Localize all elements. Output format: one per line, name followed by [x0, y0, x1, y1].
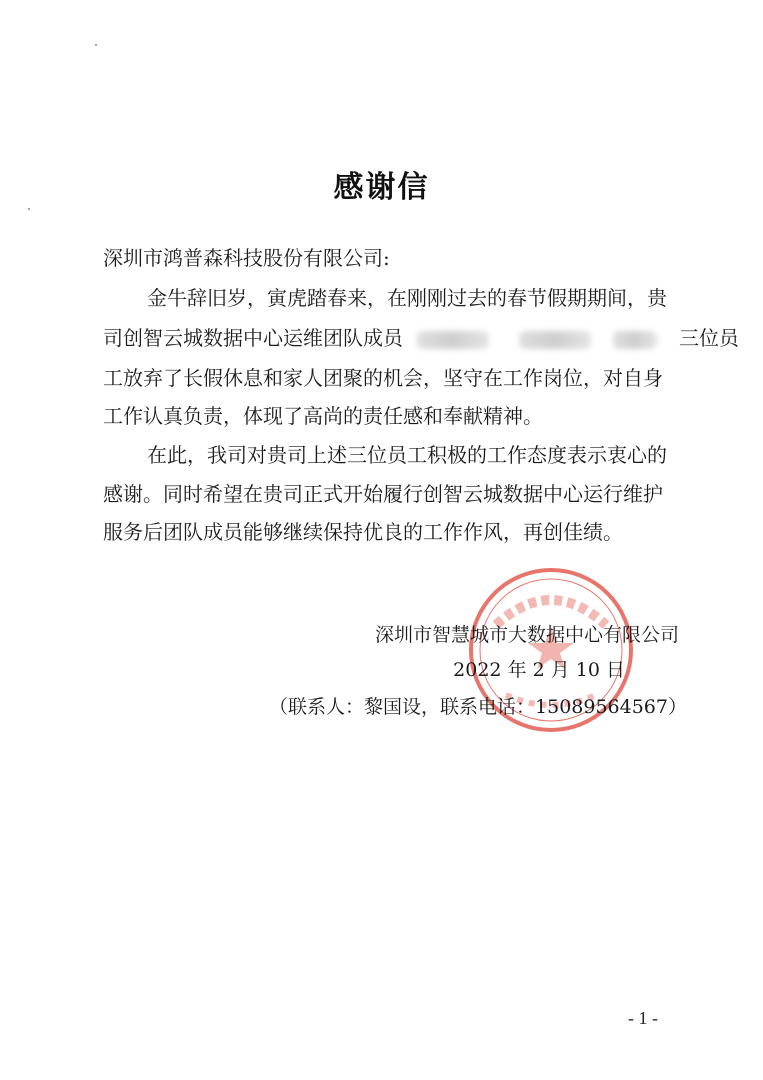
redacted-name — [519, 331, 591, 349]
paragraph-1-line-2 — [103, 324, 739, 352]
scan-speck — [28, 208, 30, 210]
paragraph-1-line-2-text: 司创智云城数据中心运维团队成员 — [103, 326, 403, 350]
signature-date: 2022 年 2 月 10 日 — [453, 659, 625, 681]
letter-title: 感谢信 — [333, 170, 430, 205]
paragraph-1-line-1: 金牛辞旧岁，寅虎踏春来，在刚刚过去的春节假期期间，贵 — [147, 286, 667, 310]
paragraph-1-line-3: 工放弃了长假休息和家人团聚的机会，坚守在工作岗位，对自身 — [103, 366, 663, 390]
signature-company: 深圳市智慧城市大数据中心有限公司 — [374, 624, 679, 646]
redacted-name — [417, 331, 489, 349]
paragraph-2-line-3: 服务后团队成员能够继续保持优良的工作作风，再创佳绩。 — [103, 520, 623, 544]
page-number: - 1 - — [628, 1008, 658, 1028]
scan-speck — [95, 44, 97, 46]
paragraph-1-line-2-tail: 三位员 — [679, 326, 739, 350]
redacted-name — [613, 331, 657, 349]
signature-contact: （联系人：黎国设，联系电话：15089564567） — [269, 696, 687, 718]
paragraph-1-line-4: 工作认真负责，体现了高尚的责任感和奉献精神。 — [103, 404, 543, 428]
salutation: 深圳市鸿普森科技股份有限公司: — [103, 246, 390, 270]
paragraph-2-line-1: 在此，我司对贵司上述三位员工积极的工作态度表示衷心的 — [147, 443, 667, 467]
paragraph-2-line-2: 感谢。同时希望在贵司正式开始履行创智云城数据中心运行维护 — [103, 482, 663, 506]
